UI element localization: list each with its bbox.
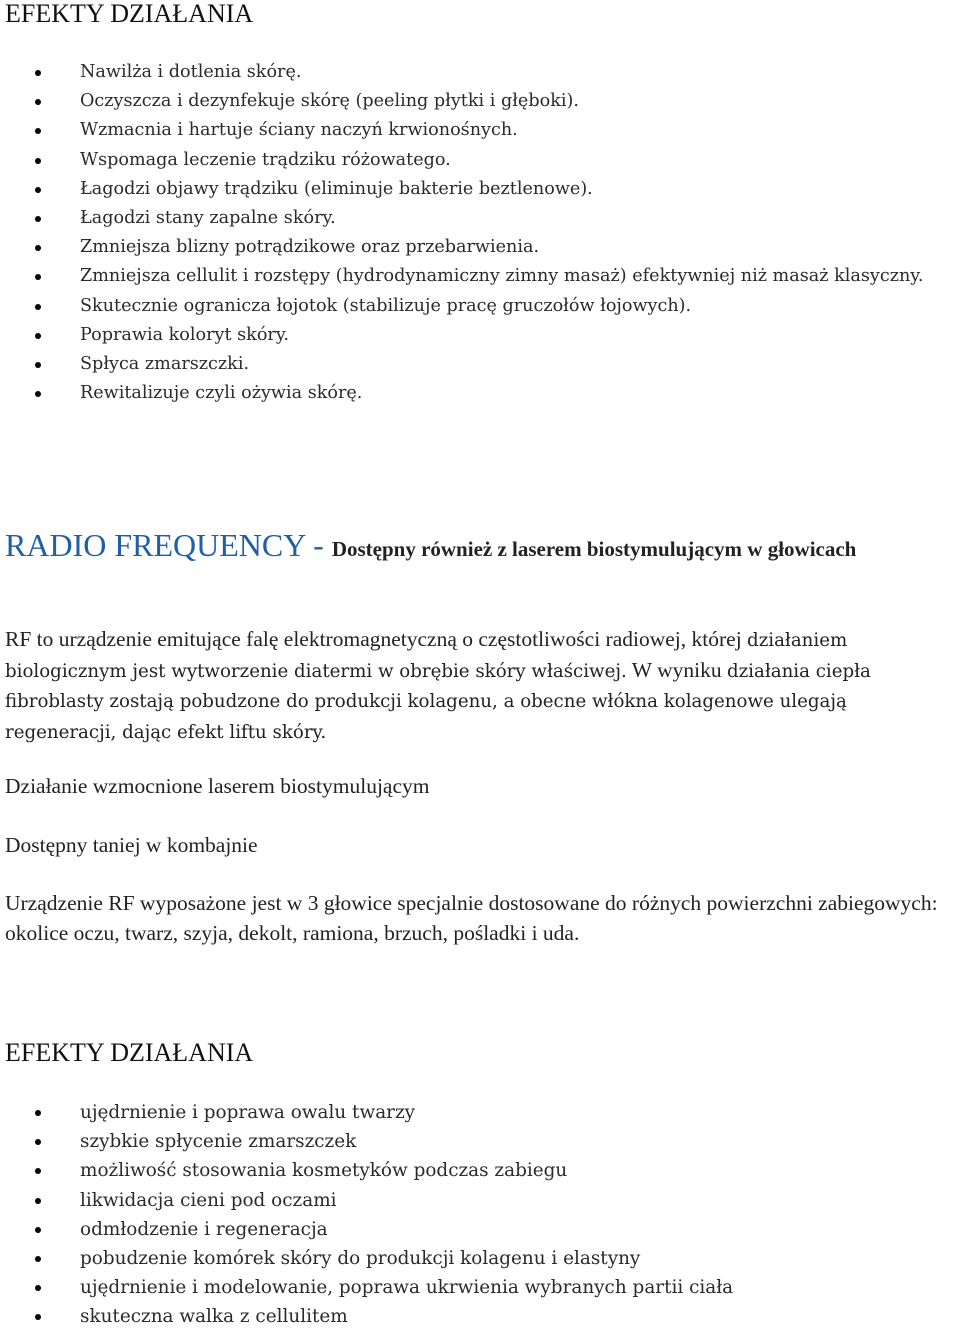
bullet-icon xyxy=(35,1198,41,1204)
list-item-text: Skutecznie ogranicza łojotok (stabilizuje pracę gruczołów łojowych). xyxy=(80,295,692,316)
list-item xyxy=(5,1302,957,1331)
rf-description-part: działania ciepła fibroblasty zostają pobudzone do produkcji kolagenu, a obecne włókna kolagenowe ulegają regeneracji, dając efekt liftu skóry. xyxy=(5,660,871,743)
bullet-icon xyxy=(35,1227,41,1233)
section2-effects-list xyxy=(5,1098,957,1332)
list-item-text: Zmniejsza blizny potrądzikowe oraz przebarwienia. xyxy=(80,237,540,258)
list-item xyxy=(5,233,957,262)
bullet-icon xyxy=(35,333,41,339)
list-item-text: Poprawia koloryt skóry. xyxy=(80,324,290,345)
list-item xyxy=(5,1215,957,1244)
bullet-icon xyxy=(35,216,41,222)
bullet-icon xyxy=(35,245,41,251)
rf-subtitle: Dostępny również z laserem biostymulującym w głowicach xyxy=(331,537,857,561)
rf-heads-paragraph: Urządzenie RF wyposażone jest w 3 głowice specjalnie dostosowane do różnych powierzchni zabiegowych: okolice oczu, twarz, szyja, dekolt, ramiona, brzuch, pośladki i uda. xyxy=(5,891,938,945)
bullet-icon xyxy=(35,158,41,164)
list-item-text: Wspomaga leczenie trądziku różowatego. xyxy=(80,149,451,170)
list-item xyxy=(5,350,957,379)
rf-description-part: działaniem biologicznym jest wytworzenie diatermi w obrębie skóry właściwej. xyxy=(5,630,848,682)
list-item xyxy=(5,292,957,321)
list-item xyxy=(5,1127,957,1156)
section1-heading: EFEKTY DZIAŁANIA xyxy=(5,0,254,28)
list-item xyxy=(5,1186,957,1215)
list-item-text: ujędrnienie i modelowanie, poprawa ukrwienia wybranych partii ciała xyxy=(80,1277,734,1299)
list-item xyxy=(5,204,957,233)
list-item xyxy=(5,87,957,116)
rf-combo-note: Dostępny taniej w kombajnie xyxy=(5,833,258,857)
list-item xyxy=(5,379,957,408)
list-item-text: Łagodzi stany zapalne skóry. xyxy=(80,208,336,229)
list-item-text: możliwość stosowania kosmetyków podczas zabiegu xyxy=(80,1160,568,1182)
list-item-text: odmłodzenie i regeneracja xyxy=(80,1218,328,1240)
bullet-icon xyxy=(35,99,41,105)
list-item-text: szybkie spłycenie zmarszczek xyxy=(80,1131,357,1153)
list-item xyxy=(5,1273,957,1302)
list-item xyxy=(5,1156,957,1185)
bullet-icon xyxy=(35,1314,41,1320)
rf-laser-note: Działanie wzmocnione laserem biostymulującym xyxy=(5,774,430,798)
list-item xyxy=(5,146,957,175)
bullet-icon xyxy=(35,1256,41,1262)
list-item xyxy=(5,175,957,204)
bullet-icon xyxy=(35,1139,41,1145)
section1-effects-list xyxy=(5,58,957,408)
rf-title: RADIO FREQUENCY - xyxy=(5,527,332,563)
list-item xyxy=(5,1244,957,1273)
list-item-text: pobudzenie komórek skóry do produkcji kolagenu i elastyny xyxy=(80,1248,641,1270)
list-item-text: Łagodzi objawy trądziku (eliminuje bakterie beztlenowe). xyxy=(80,178,593,199)
list-item-text: Rewitalizuje czyli ożywia skórę. xyxy=(80,383,363,404)
bullet-icon xyxy=(35,362,41,368)
bullet-icon xyxy=(35,128,41,134)
bullet-icon xyxy=(35,304,41,310)
list-item xyxy=(5,58,957,87)
list-item-text: Spłyca zmarszczki. xyxy=(80,354,250,375)
list-item xyxy=(5,116,957,145)
bullet-icon xyxy=(35,187,41,193)
section2-heading: EFEKTY DZIAŁANIA xyxy=(5,1038,254,1067)
bullet-icon xyxy=(35,1285,41,1291)
list-item-text: Wzmacnia i hartuje ściany naczyń krwionośnych. xyxy=(80,120,518,141)
list-item-text: Oczyszcza i dezynfekuje skórę (peeling płytki i głęboki). xyxy=(80,91,579,112)
bullet-icon xyxy=(35,391,41,397)
list-item xyxy=(5,262,957,291)
rf-description-part: RF to urządzenie emitujące falę elektromagnetyczną o częstotliwości radiowej, której xyxy=(5,627,748,651)
list-item-text: likwidacja cieni pod oczami xyxy=(80,1189,337,1211)
rf-description-part: W wyniku xyxy=(626,657,727,682)
bullet-icon xyxy=(35,274,41,280)
bullet-icon xyxy=(35,1168,41,1174)
list-item xyxy=(5,321,957,350)
bullet-icon xyxy=(35,1110,41,1116)
rf-description-paragraph xyxy=(5,625,957,747)
bullet-icon xyxy=(35,70,41,76)
rf-section-title xyxy=(5,529,957,568)
list-item-text: Nawilża i dotlenia skórę. xyxy=(80,62,302,82)
list-item xyxy=(5,1098,957,1127)
list-item-text: skuteczna walka z cellulitem xyxy=(80,1306,348,1328)
list-item-text: ujędrnienie i poprawa owalu twarzy xyxy=(80,1102,416,1123)
list-item-text: Zmniejsza cellulit i rozstępy (hydrodynamiczny zimny masaż) efektywniej niż masaż klasyczny. xyxy=(80,266,924,287)
